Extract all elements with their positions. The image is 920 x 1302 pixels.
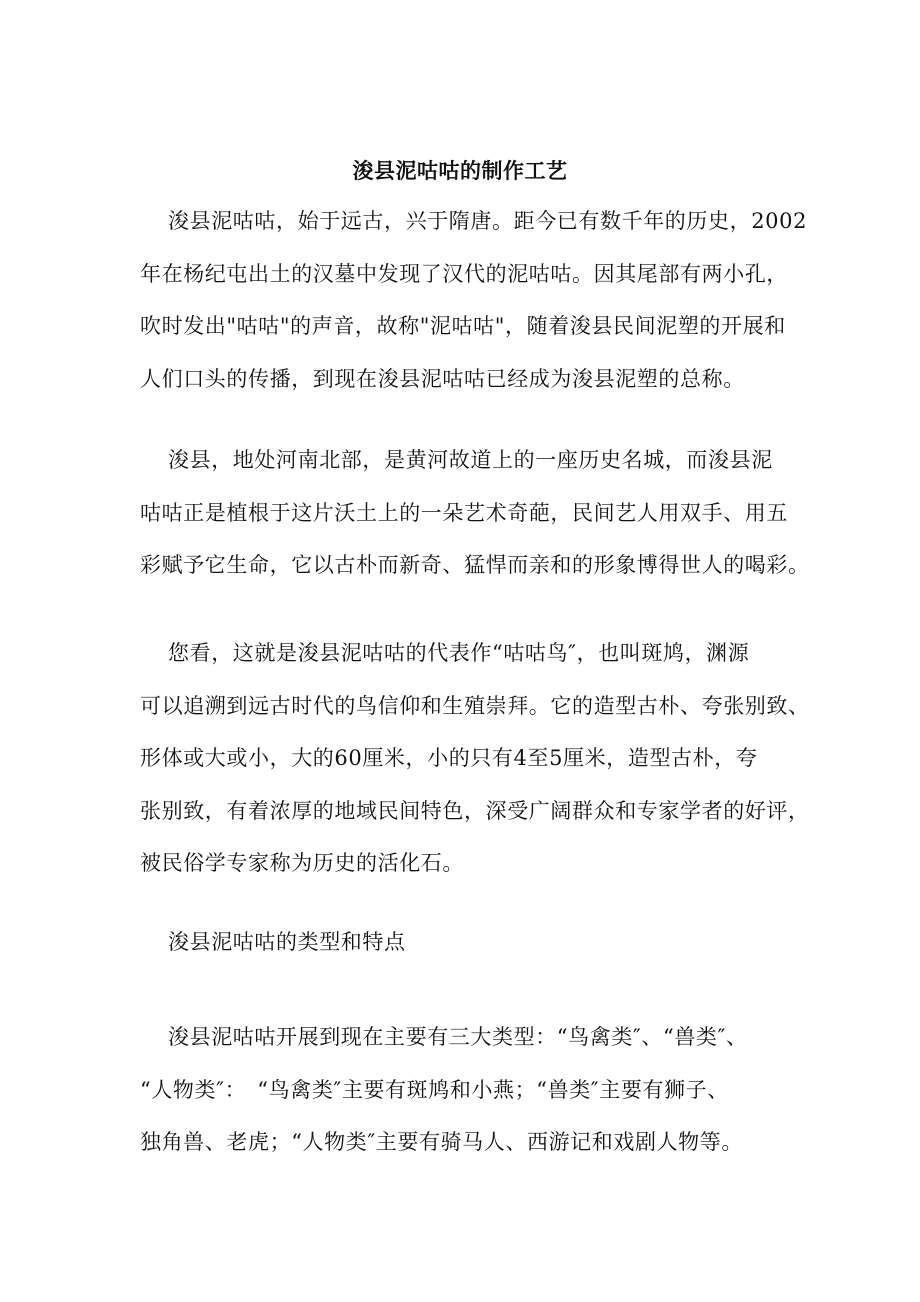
paragraph-line: 浚县，地处河南北部，是黄河故道上的一座历史名城，而浚县泥 — [168, 448, 773, 472]
paragraph-line: 可以追溯到远古时代的鸟信仰和生殖崇拜。它的造型古朴、夸张别致、 — [140, 693, 810, 718]
paragraph-line: 浚县泥咕咕的类型和特点 — [168, 930, 406, 954]
paragraph-location — [140, 434, 810, 592]
paragraph-line: 您看，这就是浚县泥咕咕的代表作“咕咕鸟″，也叫斑鸠，渊源 — [168, 641, 750, 665]
paragraph-types — [140, 1011, 792, 1169]
paragraph-line: 浚县泥咕咕开展到现在主要有三大类型：“鸟禽类″、“兽类″、 — [168, 1025, 748, 1049]
paragraph-line: “人物类″： “鸟禽类″主要有斑鸠和小燕；“兽类″主要有狮子、 — [140, 1077, 729, 1102]
paragraph-line: 形体或大或小，大的60厘米，小的只有4至5厘米，造型古朴，夸 — [140, 746, 758, 770]
paragraph-line: 张别致，有着浓厚的地域民间特色，深受广阔群众和专家学者的好评， — [140, 798, 810, 823]
paragraph-line: 年在杨纪屯出土的汉墓中发现了汉代的泥咕咕。因其尾部有两小孔， — [140, 261, 788, 286]
document-title: 浚县泥咕咕的制作工艺 — [352, 158, 568, 183]
section-heading-types — [140, 916, 792, 969]
paragraph-line: 吹时发出"咕咕"的声音，故称"泥咕咕"，随着浚县民间泥塑的开展和 — [140, 314, 786, 338]
paragraph-line: 彩赋予它生命，它以古朴而新奇、猛悍而亲和的形象博得世人的喝彩。 — [140, 553, 810, 577]
paragraph-line: 人们口头的传播，到现在浚县泥咕咕已经成为浚县泥塑的总称。 — [140, 366, 745, 391]
paragraph-representative-work — [140, 627, 810, 890]
paragraph-line: 浚县泥咕咕，始于远古，兴于隋唐。距今已有数千年的历史，2002 — [168, 209, 808, 233]
paragraph-line: 被民俗学专家称为历史的活化石。 — [140, 851, 464, 875]
paragraph-line: 咕咕正是植根于这片沃土上的一朵艺术奇葩，民间艺人用双手、用五 — [140, 500, 788, 525]
paragraph-line: 独角兽、老虎；“人物类″主要有骑马人、西游记和戏剧人物等。 — [140, 1130, 743, 1154]
paragraph-origin — [140, 195, 808, 405]
